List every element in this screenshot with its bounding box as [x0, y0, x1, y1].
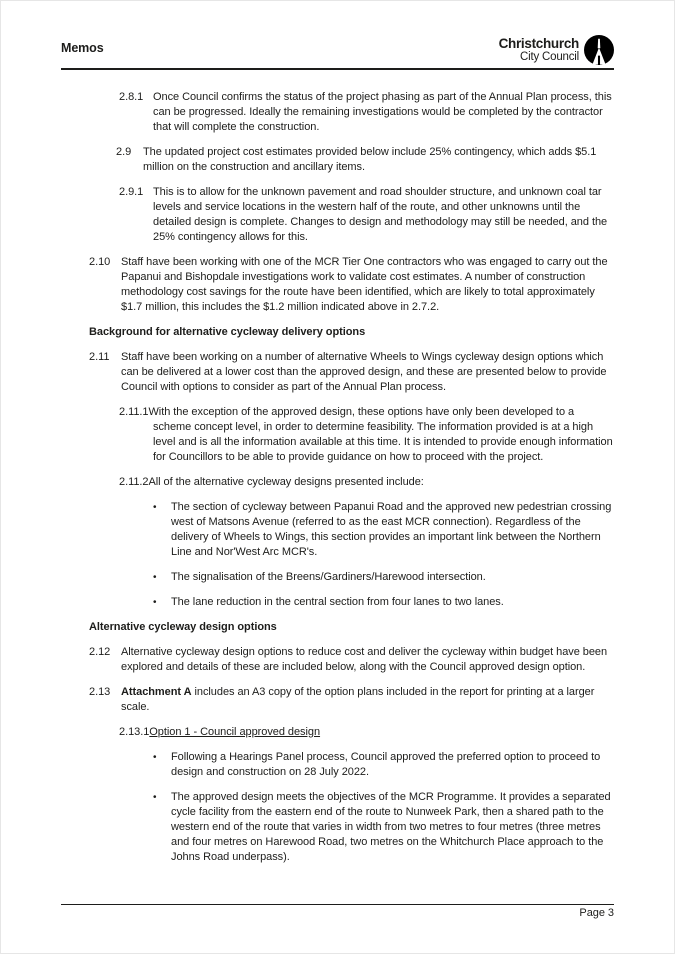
paragraph-text: Following a Hearings Panel process, Council approved the preferred option to proceed to design and construction on 28 July 2022. — [171, 751, 601, 778]
bullet-marker: • — [153, 752, 157, 763]
paragraph-text: The signalisation of the Breens/Gardiners/Harewood intersection. — [171, 571, 486, 583]
paragraph-text: Background for alternative cycleway delivery options — [89, 326, 366, 338]
paragraph-number: 2.9 — [116, 146, 132, 158]
bullet-item — [153, 750, 614, 780]
numbered-paragraph — [89, 350, 614, 395]
paragraph-number: 2.11.1 — [119, 406, 149, 418]
paragraph-text: The updated project cost estimates provided below include 25% contingency, which adds $5.1 million on the construction and ancillary items. — [143, 146, 597, 173]
document-body — [1, 70, 674, 865]
bullet-marker: • — [153, 572, 157, 583]
numbered-paragraph — [119, 475, 614, 490]
bullet-item — [153, 595, 614, 610]
paragraph-text: This is to allow for the unknown pavement and road shoulder structure, and unknown coal tar levels and service locations in the western half of the route, and other unknowns until the detailed design is complete. Changes to design and methodology may still be needed, and the 25% contingency allows for this. — [153, 186, 608, 243]
paragraph-number: 2.13 — [89, 686, 111, 698]
numbered-paragraph — [89, 645, 614, 675]
council-brand-line2: City Council — [520, 51, 579, 64]
council-brand — [499, 35, 614, 65]
bullet-item — [153, 790, 614, 865]
paragraph-text: The section of cycleway between Papanui Road and the approved new pedestrian crossing west of Matsons Avenue (referred to as the east MCR connection). Regardless of the delivery of Wheels to Wings, this section provides an important link between the Northern Line and Nor'West Arc MCR's. — [171, 501, 612, 558]
bullet-item — [153, 500, 614, 560]
memo-title: Memos — [61, 41, 104, 55]
paragraph-number: 2.8.1 — [119, 91, 144, 103]
paragraph-number: 2.13.1 — [119, 726, 150, 738]
numbered-paragraph — [89, 685, 614, 715]
numbered-paragraph — [89, 255, 614, 315]
paragraph-text: Once Council confirms the status of the project phasing as part of the Annual Plan process, this can be progressed. Ideally the remaining investigations would be completed by the contractor that will complete the construction. — [153, 91, 612, 133]
bullet-item — [153, 570, 614, 585]
numbered-paragraph — [119, 725, 614, 740]
paragraph-text: Alternative cycleway design options — [89, 621, 277, 633]
paragraph-text: includes an A3 copy of the option plans included in the report for printing at a larger scale. — [121, 686, 595, 713]
numbered-paragraph — [116, 145, 614, 175]
bullet-marker: • — [153, 502, 157, 513]
page-number: Page 3 — [579, 907, 614, 919]
section-heading — [89, 620, 614, 635]
paragraph-number: 2.12 — [89, 646, 111, 658]
paragraph-text: Option 1 - Council approved design — [149, 726, 321, 738]
paragraph-text: The approved design meets the objectives of the MCR Programme. It provides a separated cycle facility from the eastern end of the route to Nunweek Park, then a shared path to the western end of the route that varies in width from two metres to four metres (three metres and four metres on Harewood Road, two metres on the Whitchurch Place approach to the Johns Road underpass). — [171, 791, 611, 863]
bullet-marker: • — [153, 792, 157, 803]
council-logo-icon — [584, 35, 614, 65]
paragraph-text: Staff have been working with one of the MCR Tier One contractors who was engaged to carry out the Papanui and Bishopdale investigations work to validate cost estimates. A number of construction methodology cost savings for the route have been identified, which are likely to total approximately $1.7 million, this includes the $1.2 million indicated above in 2.7.2. — [121, 256, 608, 313]
paragraph-text: With the exception of the approved design, these options have only been developed to a scheme concept level, in order to determine feasibility. The information provided is at a high level and is all the information available at this time. It is intended to provide enough information for Councillors to be able to provide guidance on how to proceed with the project. — [148, 406, 613, 463]
section-heading — [89, 325, 614, 340]
paragraph-text: All of the alternative cycleway designs presented include: — [148, 476, 424, 488]
paragraph-number: 2.11 — [89, 351, 110, 363]
paragraph-text: The lane reduction in the central section from four lanes to two lanes. — [171, 596, 504, 608]
paragraph-text: Staff have been working on a number of alternative Wheels to Wings cycleway design options which can be delivered at a lower cost than the approved design, and these are presented below to provide Council with options to consider as part of the Annual Plan process. — [121, 351, 607, 393]
council-brand-line1: Christchurch — [498, 35, 579, 51]
numbered-paragraph — [119, 405, 614, 465]
page-header — [1, 1, 674, 70]
paragraph-number: 2.10 — [89, 256, 111, 268]
paragraph-number: 2.9.1 — [119, 186, 144, 198]
council-brand-text — [499, 37, 579, 64]
paragraph-number: 2.11.2 — [119, 476, 149, 488]
page-footer — [61, 904, 614, 919]
bullet-marker: • — [153, 597, 157, 608]
numbered-paragraph — [119, 90, 614, 135]
numbered-paragraph — [119, 185, 614, 245]
paragraph-text: Attachment A — [121, 686, 192, 698]
paragraph-text: Alternative cycleway design options to reduce cost and deliver the cycleway within budget have been explored and details of these are included below, along with the Council approved design option. — [121, 646, 608, 673]
